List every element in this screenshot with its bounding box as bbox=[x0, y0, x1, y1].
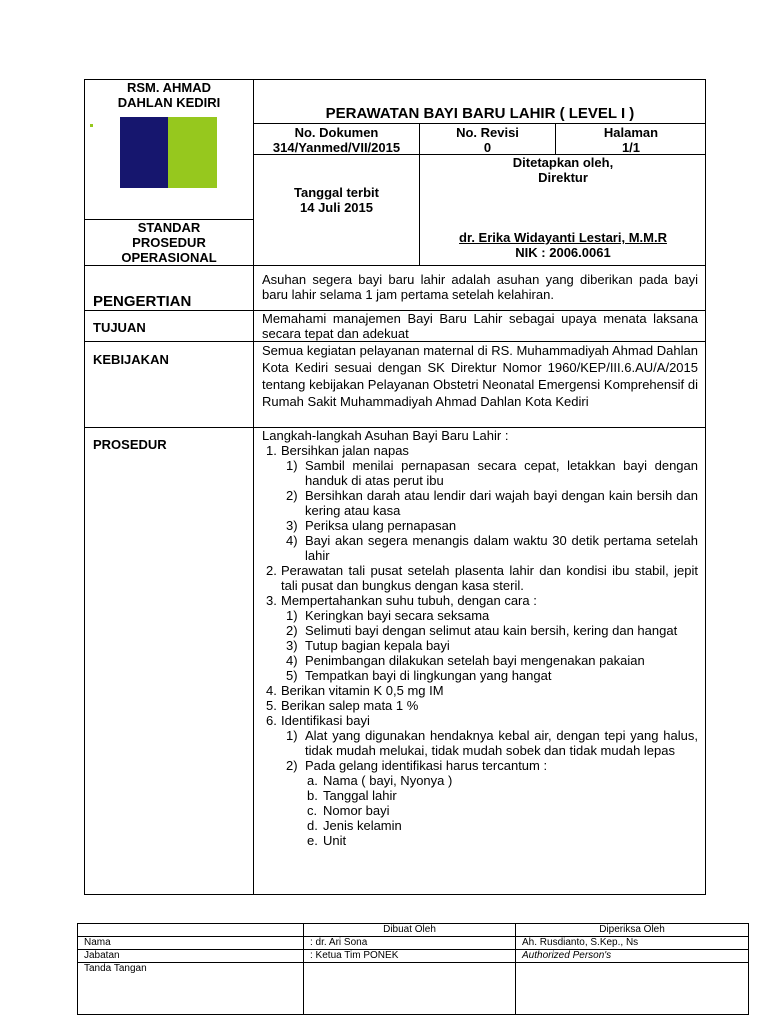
hospital-name bbox=[85, 80, 253, 110]
header-line bbox=[253, 123, 706, 124]
logo-left-block bbox=[120, 117, 168, 188]
made-by-position: : Ketua Tim PONEK bbox=[304, 950, 516, 963]
procedure-substep-text: Sambil menilai pernapasan secara cepat, letakkan bayi dengan handuk di atas perut ibu bbox=[305, 458, 698, 488]
doc-number-label: No. Dokumen bbox=[294, 125, 379, 140]
procedure-substep-number: 4) bbox=[286, 653, 298, 668]
director-block bbox=[420, 230, 706, 260]
procedure-substep-number: 4) bbox=[286, 533, 298, 548]
made-by-name: : dr. Ari Sona bbox=[304, 937, 516, 950]
procedure-list bbox=[262, 443, 698, 848]
procedure-substep-text: Bayi akan segera menangis dalam waktu 30 detik pertama setelah lahir bbox=[305, 533, 698, 563]
director-name: dr. Erika Widayanti Lestari, M.M.R bbox=[459, 230, 667, 245]
identification-item bbox=[262, 833, 698, 848]
procedure-substep-text: Tutup bagian kepala bayi bbox=[305, 638, 450, 653]
procedure-step bbox=[262, 698, 698, 713]
identification-item bbox=[262, 818, 698, 833]
procedure-substep bbox=[262, 758, 698, 773]
sop-label-line3: OPERASIONAL bbox=[121, 250, 217, 265]
header-line bbox=[84, 265, 706, 266]
procedure-substep bbox=[262, 638, 698, 653]
identification-item bbox=[262, 803, 698, 818]
small-green-mark bbox=[90, 124, 93, 127]
procedure-step bbox=[262, 683, 698, 698]
procedure-step-number: 2. bbox=[266, 563, 277, 578]
name-label: Nama bbox=[78, 937, 304, 950]
kebijakan-text: Semua kegiatan pelayanan maternal di RS. Muhammadiyah Ahmad Dahlan Kota Kediri sesuai dengan SK Direktur Nomor 1960/KEP/III.6.AU/A/2015 tentang kebijakan Pelayanan Obstetri Neonatal Emergensi Komprehensif di Rumah Sakit Muhammadiyah Ahmad Dahlan Kota Kediri bbox=[262, 343, 698, 409]
doc-number bbox=[254, 125, 419, 155]
procedure-substep-text: Pada gelang identifikasi harus tercantum : bbox=[305, 758, 548, 773]
procedure-substep bbox=[262, 668, 698, 683]
procedure-substep-number: 2) bbox=[286, 758, 298, 773]
procedure-step bbox=[262, 713, 698, 728]
procedure-substep-number: 3) bbox=[286, 518, 298, 533]
signature-position-row bbox=[78, 950, 749, 963]
procedure-step-text: Identifikasi bayi bbox=[281, 713, 370, 728]
signature-header-empty bbox=[78, 924, 304, 937]
procedure-step-number: 6. bbox=[266, 713, 277, 728]
made-by-header: Dibuat Oleh bbox=[304, 924, 516, 937]
doc-number-value: 314/Yanmed/VII/2015 bbox=[272, 140, 401, 155]
identification-item-letter: d. bbox=[307, 818, 318, 833]
identification-item bbox=[262, 773, 698, 788]
procedure-substep bbox=[262, 653, 698, 668]
procedure-substep-text: Tempatkan bayi di lingkungan yang hangat bbox=[305, 668, 552, 683]
prosedur-label: PROSEDUR bbox=[93, 437, 167, 452]
made-by-signature bbox=[304, 963, 516, 1015]
checked-by-name: Ah. Rusdianto, S.Kep., Ns bbox=[516, 937, 749, 950]
procedure-substep-number: 2) bbox=[286, 623, 298, 638]
procedure-step-text: Berikan salep mata 1 % bbox=[281, 698, 419, 713]
procedure-step-number: 1. bbox=[266, 443, 277, 458]
procedure-substep bbox=[262, 608, 698, 623]
identification-item-letter: e. bbox=[307, 833, 318, 848]
signature-label: Tanda Tangan bbox=[78, 963, 304, 1015]
identification-item-letter: a. bbox=[307, 773, 318, 788]
prosedur-content bbox=[262, 428, 698, 848]
revision-label: No. Revisi bbox=[456, 125, 519, 140]
procedure-step-number: 5. bbox=[266, 698, 277, 713]
procedure-substep-number: 2) bbox=[286, 488, 298, 503]
procedure-substep-text: Alat yang digunakan hendaknya kebal air, dengan tepi yang halus, tidak mudah melukai, tidak mudah sobek dan tidak mudah lepas bbox=[305, 728, 698, 758]
procedure-step-number: 4. bbox=[266, 683, 277, 698]
procedure-substep-number: 1) bbox=[286, 608, 298, 623]
signature-name-row bbox=[78, 937, 749, 950]
issue-date-value: 14 Juli 2015 bbox=[300, 200, 373, 215]
pengertian-text: Asuhan segera bayi baru lahir adalah asuhan yang diberikan pada bayi baru lahir selama 1 jam pertama setelah kelahiran. bbox=[262, 272, 698, 302]
approval-line1: Ditetapkan oleh, bbox=[512, 155, 614, 170]
identification-item-letter: b. bbox=[307, 788, 318, 803]
procedure-substep-number: 5) bbox=[286, 668, 298, 683]
procedure-substep bbox=[262, 728, 698, 758]
procedure-step-text: Bersihkan jalan napas bbox=[281, 443, 409, 458]
procedure-substep bbox=[262, 458, 698, 488]
procedure-substep bbox=[262, 533, 698, 563]
kebijakan-label: KEBIJAKAN bbox=[93, 352, 169, 367]
issue-date bbox=[254, 185, 419, 215]
hospital-name-line1: RSM. AHMAD bbox=[126, 80, 211, 95]
page-number bbox=[556, 125, 706, 155]
procedure-step bbox=[262, 443, 698, 458]
procedure-substep bbox=[262, 518, 698, 533]
checked-by-header: Diperiksa Oleh bbox=[516, 924, 749, 937]
position-label: Jabatan bbox=[78, 950, 304, 963]
approval-line2: Direktur bbox=[538, 170, 588, 185]
procedure-substep-number: 1) bbox=[286, 458, 298, 473]
tujuan-label: TUJUAN bbox=[93, 320, 146, 335]
identification-item-text: Tanggal lahir bbox=[323, 788, 397, 803]
identification-item-text: Nomor bayi bbox=[323, 803, 390, 818]
revision-value: 0 bbox=[483, 140, 492, 155]
procedure-substep-text: Bersihkan darah atau lendir dari wajah bayi dengan kain bersih dan kering atau kasa bbox=[305, 488, 698, 518]
pengertian-label: PENGERTIAN bbox=[93, 293, 192, 310]
checked-by-position: Authorized Person's bbox=[516, 950, 749, 963]
procedure-step-number: 3. bbox=[266, 593, 277, 608]
tujuan-text: Memahami manajemen Bayi Baru Lahir sebagai upaya menata laksana secara tepat dan adekuat bbox=[262, 311, 698, 341]
hospital-name-line2: DAHLAN KEDIRI bbox=[117, 95, 221, 110]
checked-by-signature bbox=[516, 963, 749, 1015]
logo-right-block bbox=[168, 117, 217, 188]
procedure-step-text: Mempertahankan suhu tubuh, dengan cara : bbox=[281, 593, 537, 608]
signature-sign-row bbox=[78, 963, 749, 1015]
issue-date-label: Tanggal terbit bbox=[294, 185, 379, 200]
identification-item bbox=[262, 788, 698, 803]
procedure-step-text: Berikan vitamin K 0,5 mg IM bbox=[281, 683, 444, 698]
procedure-step bbox=[262, 593, 698, 608]
procedure-substep bbox=[262, 488, 698, 518]
identification-item-letter: c. bbox=[307, 803, 318, 818]
identification-item-text: Unit bbox=[323, 833, 347, 848]
director-nik: NIK : 2006.0061 bbox=[515, 245, 611, 260]
procedure-substep bbox=[262, 623, 698, 638]
procedure-substep-number: 3) bbox=[286, 638, 298, 653]
procedure-substep-text: Selimuti bayi dengan selimut atau kain bersih, kering dan hangat bbox=[305, 623, 678, 638]
procedure-step-text: Perawatan tali pusat setelah plasenta lahir dan kondisi ibu stabil, jepit tali pusat dan bungkus dengan kasa steril. bbox=[281, 563, 698, 593]
document-title: PERAWATAN BAYI BARU LAHIR ( LEVEL I ) bbox=[325, 105, 635, 122]
signature-header-row bbox=[78, 924, 749, 937]
signature-table bbox=[77, 923, 749, 1015]
page-value: 1/1 bbox=[621, 140, 641, 155]
procedure-substep-number: 1) bbox=[286, 728, 298, 743]
page-label: Halaman bbox=[603, 125, 659, 140]
sop-label-line2: PROSEDUR bbox=[132, 235, 206, 250]
procedure-substep-text: Keringkan bayi secara seksama bbox=[305, 608, 490, 623]
procedure-step bbox=[262, 563, 698, 593]
identification-item-text: Jenis kelamin bbox=[323, 818, 402, 833]
hospital-logo bbox=[120, 117, 217, 188]
prosedur-intro: Langkah-langkah Asuhan Bayi Baru Lahir : bbox=[262, 428, 509, 443]
sop-label bbox=[85, 220, 253, 265]
procedure-substep-text: Periksa ulang pernapasan bbox=[305, 518, 457, 533]
identification-item-text: Nama ( bayi, Nyonya ) bbox=[323, 773, 453, 788]
approval-block bbox=[420, 155, 706, 185]
sop-label-line1: STANDAR bbox=[137, 220, 201, 235]
revision-number bbox=[420, 125, 555, 155]
procedure-substep-text: Penimbangan dilakukan setelah bayi mengenakan pakaian bbox=[305, 653, 645, 668]
